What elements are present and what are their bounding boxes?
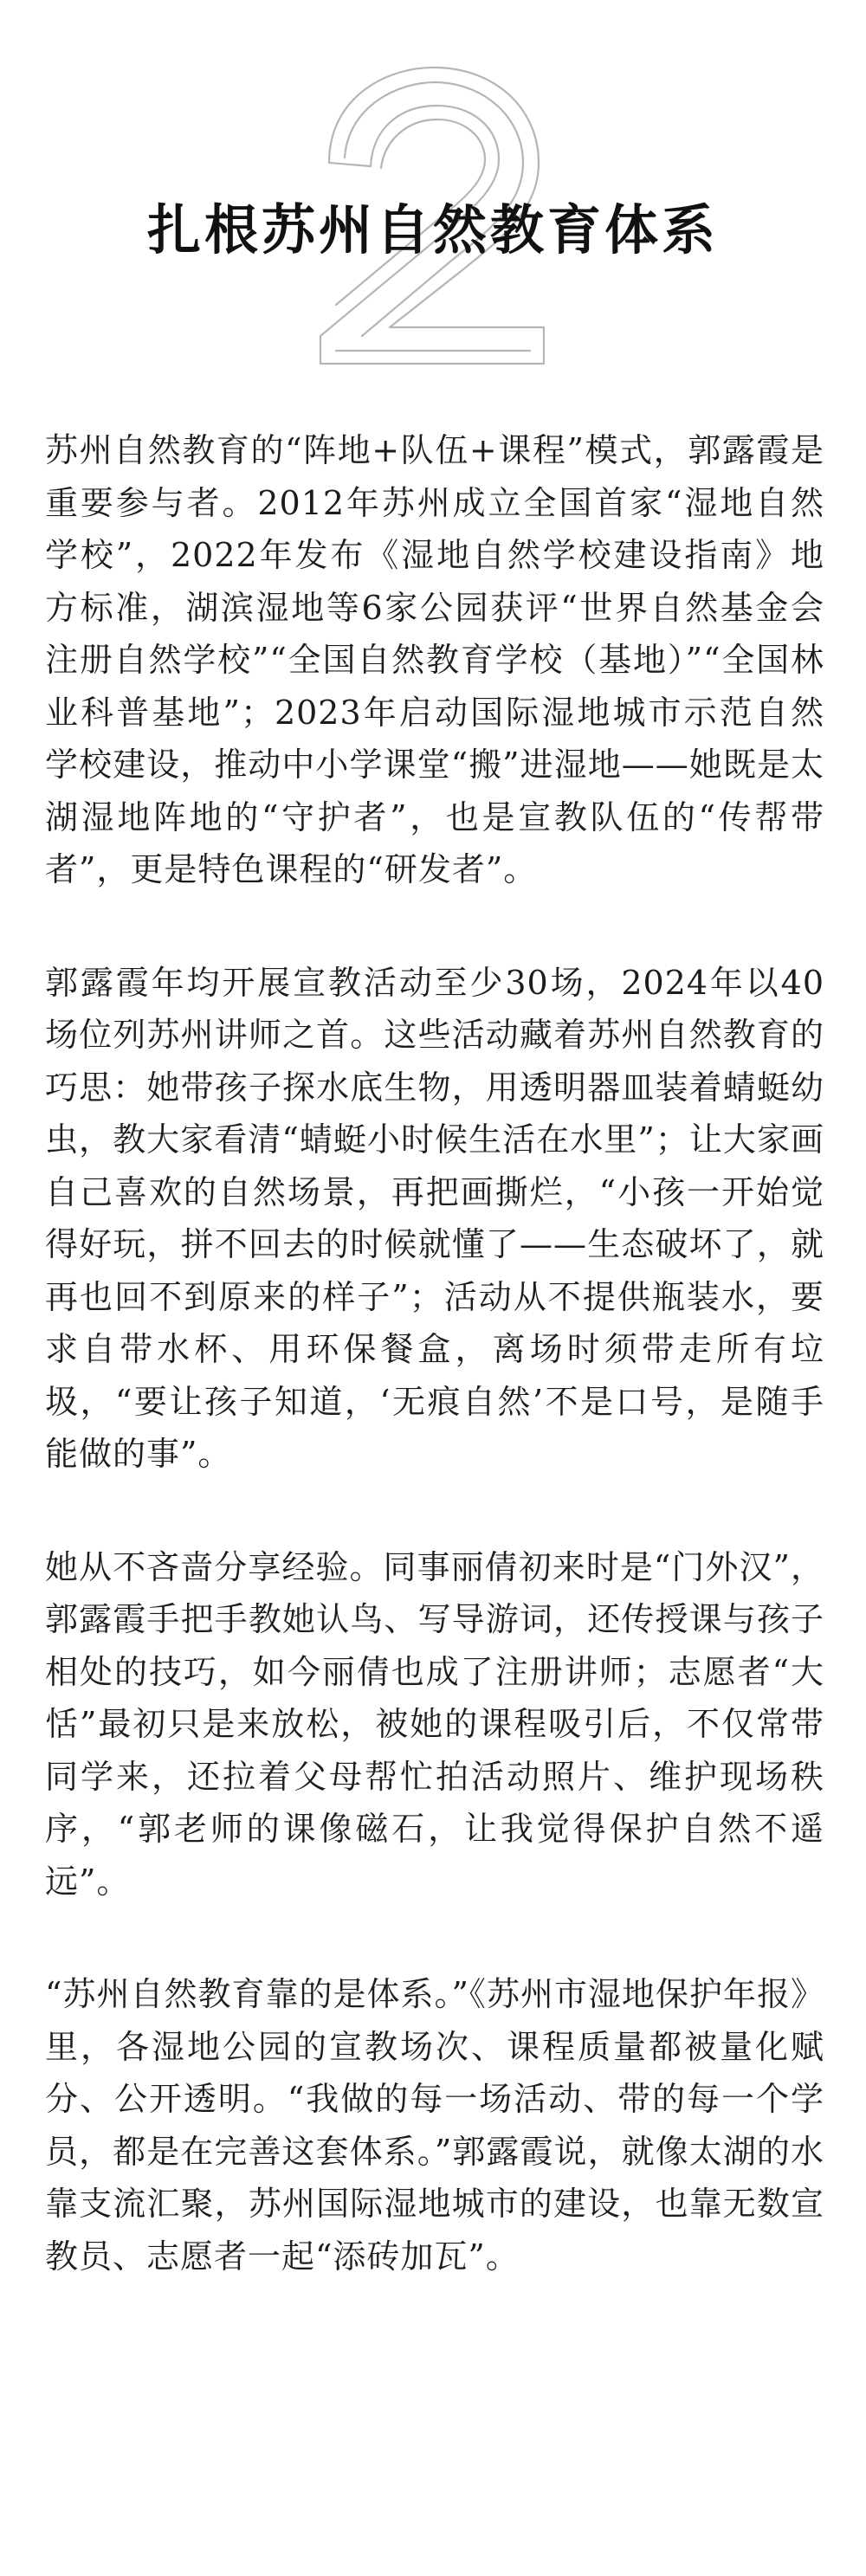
paragraph: “苏州自然教育靠的是体系。”《苏州市湿地保护年报》里，各湿地公园的宣教场次、课程质量都被量化赋分、公开透明。“我做的每一场活动、带的每一个学员，都是在完善这套体系。”郭露霞说，就像太湖的水靠支流汇聚，苏州国际湿地城市的建设，也靠无数宣教员、志愿者一起“添砖加瓦”。 bbox=[45, 1975, 824, 2276]
section-header bbox=[0, 0, 866, 398]
paragraph: 苏州自然教育的“阵地+队伍+课程”模式，郭露霞是重要参与者。2012年苏州成立全国首家“湿地自然学校”，2022年发布《湿地自然学校建设指南》地方标准，湖滨湿地等6家公园获评“世界自然基金会注册自然学校”“全国自然教育学校（基地）”“全国林业科普基地”；2023年启动国际湿地城市示范自然学校建设，推动中小学课堂“搬”进湿地——她既是太湖湿地阵地的“守护者”，也是宣教队伍的“传帮带者”，更是特色课程的“研发者”。 bbox=[45, 431, 824, 888]
paragraph: 郭露霞年均开展宣教活动至少30场，2024年以40场位列苏州讲师之首。这些活动藏着苏州自然教育的巧思：她带孩子探水底生物，用透明器皿装着蜻蜓幼虫，教大家看清“蜻蜓小时候生活在水里”；让大家画自己喜欢的自然场景，再把画撕烂，“小孩一开始觉得好玩，拼不回去的时候就懂了——生态破坏了，就再也回不到原来的样子”；活动从不提供瓶装水，要求自带水杯、用环保餐盒，离场时须带走所有垃圾，“要让孩子知道，‘无痕自然’不是口号，是随手能做的事”。 bbox=[45, 963, 824, 1473]
paragraph: 她从不吝啬分享经验。同事丽倩初来时是“门外汉”，郭露霞手把手教她认鸟、写导游词，还传授课与孩子相处的技巧，如今丽倩也成了注册讲师；志愿者“大恬”最初只是来放松，被她的课程吸引后，不仅常带同学来，还拉着父母帮忙拍活动照片、维护现场秩序，“郭老师的课像磁石，让我觉得保护自然不遥远”。 bbox=[45, 1547, 824, 1901]
section-title: 扎根苏州自然教育体系 bbox=[146, 198, 719, 261]
article-body bbox=[45, 424, 824, 2282]
